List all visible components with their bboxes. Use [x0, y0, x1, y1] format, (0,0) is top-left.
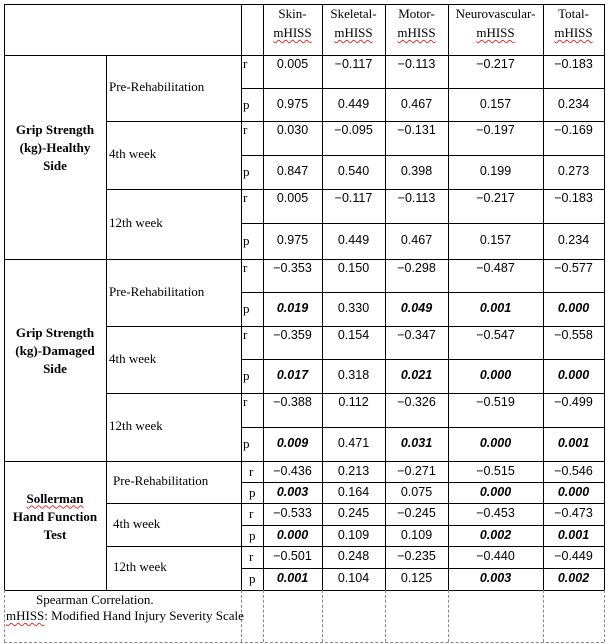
p-value: 0.234: [557, 96, 590, 111]
row-label: 4th week: [109, 350, 157, 366]
table-right-border: [604, 4, 605, 590]
label-column-border: [106, 55, 107, 590]
p-value-significant: 0.002: [479, 527, 512, 542]
r-p-divider: [241, 359, 604, 360]
column-header-4-line-1: Neurovascular-: [455, 6, 536, 21]
stat-label-p: p: [243, 436, 250, 451]
r-value: 0.005: [276, 57, 309, 71]
row-label: 12th week: [109, 418, 163, 433]
r-p-divider: [241, 482, 604, 483]
p-value-significant: 0.031: [400, 436, 433, 450]
r-value: −0.453: [476, 506, 515, 520]
stat-label-r: r: [243, 122, 248, 137]
row-label: 12th week: [109, 215, 163, 230]
r-value: −0.131: [397, 123, 436, 137]
p-value: 0.199: [479, 164, 512, 178]
p-value-significant: 0.001: [557, 527, 590, 542]
r-value: −0.095: [334, 123, 373, 137]
footnote-column-guide: [543, 590, 544, 642]
r-value: −0.113: [397, 57, 436, 71]
p-value-significant: 0.049: [400, 301, 433, 315]
r-value: 0.245: [337, 506, 370, 520]
column-header-5-line-2: mHISS: [554, 25, 593, 40]
stat-label-r: r: [249, 549, 254, 564]
p-value: 0.273: [557, 164, 590, 178]
p-value: 0.975: [276, 233, 309, 247]
r-value: −0.558: [554, 328, 593, 342]
column-header-5-line-1: Total-: [558, 6, 589, 21]
r-value: −0.117: [334, 191, 373, 205]
r-value: −0.217: [476, 57, 515, 71]
column-header-1-line-1: Skin-: [278, 6, 307, 21]
group-border-2: [4, 461, 604, 462]
row-border: [106, 326, 604, 327]
r-p-divider: [241, 88, 604, 89]
r-value: −0.546: [554, 463, 593, 478]
stat-label-p: p: [249, 484, 256, 500]
r-value: −0.271: [397, 463, 436, 478]
r-value: −0.169: [554, 123, 593, 137]
p-value-significant: 0.001: [479, 301, 512, 315]
r-value: −0.440: [476, 549, 515, 563]
footnote: [6, 592, 256, 624]
r-value: −0.183: [554, 191, 593, 205]
p-value: 0.398: [400, 164, 433, 178]
p-value: 0.075: [400, 484, 433, 499]
r-p-divider: [241, 155, 604, 156]
p-value-significant: 0.009: [276, 436, 309, 450]
p-value: 0.109: [400, 527, 433, 542]
group-title-2-line-3: Side: [43, 361, 67, 376]
stat-label-p: p: [243, 233, 250, 248]
r-value: −0.326: [397, 395, 436, 409]
p-value-significant: 0.003: [479, 571, 512, 585]
p-value-significant: 0.002: [557, 571, 590, 585]
stat-label-p: p: [249, 571, 256, 586]
p-value: 0.234: [557, 233, 590, 247]
r-value: −0.113: [397, 191, 436, 205]
row-label: 12th week: [113, 559, 167, 574]
p-value-significant: 0.000: [276, 527, 309, 542]
footnote-column-guide: [4, 590, 5, 642]
p-value: 0.157: [479, 233, 512, 247]
stat-label-r: r: [243, 394, 248, 409]
r-p-divider: [241, 292, 604, 293]
row-label: Pre-Rehabilitation: [113, 473, 209, 488]
r-value: 0.005: [276, 191, 309, 205]
r-value: −0.183: [554, 57, 593, 71]
footnote-definition: : Modified Hand Injury Severity Scale: [44, 608, 244, 623]
r-value: 0.213: [337, 463, 370, 478]
p-value-significant: 0.000: [479, 436, 512, 450]
footnote-column-guide: [263, 590, 264, 642]
row-label: 4th week: [113, 515, 161, 531]
stat-label-r: r: [249, 463, 254, 479]
group-border-1: [4, 259, 604, 260]
stat-label-p: p: [243, 301, 250, 316]
footnote-column-guide: [448, 590, 449, 642]
r-value: −0.547: [476, 328, 515, 342]
p-value: 0.318: [337, 368, 370, 382]
r-value: −0.235: [397, 549, 436, 563]
row-border: [106, 121, 604, 122]
r-value: −0.501: [273, 549, 312, 563]
group-title-2-line-1: Grip Strength: [15, 325, 95, 340]
r-value: −0.515: [476, 463, 515, 478]
column-header-1-line-2: mHISS: [273, 25, 312, 40]
column-header-2-line-2: mHISS: [334, 25, 373, 40]
p-value-significant: 0.021: [400, 368, 433, 382]
p-value: 0.471: [337, 436, 370, 450]
r-value: 0.154: [337, 328, 370, 342]
row-border: [106, 189, 604, 190]
group-title-3-line-2: Hand Function: [12, 508, 98, 524]
r-value: 0.150: [337, 261, 370, 275]
row-label: 4th week: [109, 146, 157, 161]
table-top-border: [4, 4, 604, 5]
r-value: −0.347: [397, 328, 436, 342]
footnote-column-guide: [604, 590, 605, 642]
p-value-significant: 0.000: [557, 368, 590, 382]
r-value: −0.487: [476, 261, 515, 275]
p-value: 0.467: [400, 96, 433, 111]
group-title-3-line-1: Sollerman: [26, 490, 84, 506]
row-border: [106, 393, 604, 394]
footnote-column-guide: [322, 590, 323, 642]
group-border-3: [4, 590, 604, 591]
stat-label-r: r: [243, 327, 248, 342]
p-value-significant: 0.000: [557, 484, 590, 499]
p-value-significant: 0.017: [276, 368, 309, 382]
r-p-divider: [241, 568, 604, 569]
footnote-abbr: mHISS: [6, 608, 45, 623]
footnote-line-2: [6, 608, 256, 624]
stat-label-p: p: [243, 96, 250, 112]
p-value: 0.164: [337, 484, 370, 499]
r-value: −0.473: [554, 506, 593, 520]
r-value: −0.449: [554, 549, 593, 563]
r-value: −0.245: [397, 506, 436, 520]
p-value-significant: 0.001: [557, 436, 590, 450]
r-value: −0.353: [273, 261, 312, 275]
r-value: 0.112: [338, 395, 369, 409]
r-value: −0.359: [273, 328, 312, 342]
p-value: 0.104: [337, 571, 370, 585]
p-value-significant: 0.001: [276, 571, 309, 585]
r-value: −0.298: [397, 261, 436, 275]
header-bottom-border: [4, 55, 604, 56]
group-title-3-line-3: Test: [43, 526, 67, 542]
column-header-4-line-2: mHISS: [476, 25, 515, 40]
p-value: 0.975: [276, 96, 309, 111]
stat-label-p: p: [243, 164, 250, 179]
stat-label-r: r: [249, 506, 254, 521]
footnote-line-1: Spearman Correlation.: [36, 592, 154, 607]
column-header-3-line-1: Motor-: [398, 6, 435, 21]
p-value-significant: 0.019: [276, 301, 309, 315]
r-p-divider: [241, 427, 604, 428]
r-value: −0.436: [273, 463, 312, 478]
r-value: −0.577: [554, 261, 593, 275]
group-title-1-line-2: (kg)-Healthy: [19, 140, 91, 155]
p-value: 0.540: [337, 164, 370, 178]
footnote-bottom-border: [4, 642, 604, 643]
stat-label-r: r: [243, 56, 248, 71]
stat-label-r: r: [243, 190, 248, 205]
row-label: Pre-Rehabilitation: [109, 79, 205, 94]
r-value: 0.030: [276, 123, 309, 137]
r-p-divider: [241, 223, 604, 224]
r-value: −0.499: [554, 395, 593, 409]
p-value: 0.449: [337, 96, 370, 111]
p-value-significant: 0.000: [479, 368, 512, 382]
r-p-divider: [241, 525, 604, 526]
row-label: Pre-Rehabilitation: [109, 283, 205, 299]
p-value: 0.330: [337, 301, 370, 315]
r-value: 0.248: [337, 549, 370, 563]
r-value: −0.388: [273, 395, 312, 409]
p-value: 0.449: [337, 233, 370, 247]
row-border: [106, 503, 604, 504]
p-value: 0.109: [337, 527, 370, 542]
p-value-significant: 0.003: [276, 484, 309, 499]
p-value: 0.467: [400, 233, 433, 247]
column-header-2-line-1: Skeletal-: [330, 6, 377, 21]
footnote-column-guide: [385, 590, 386, 642]
stat-label-r: r: [243, 260, 248, 275]
r-value: −0.533: [273, 506, 312, 520]
r-value: −0.117: [334, 57, 373, 71]
p-value: 0.125: [400, 571, 433, 585]
p-value: 0.157: [479, 96, 512, 111]
group-title-2-line-2: (kg)-Damaged: [15, 343, 95, 358]
row-border: [106, 546, 604, 547]
stat-label-p: p: [249, 527, 256, 543]
group-title-1-line-3: Side: [43, 158, 67, 173]
r-value: −0.217: [476, 191, 515, 205]
p-value-significant: 0.000: [479, 484, 512, 499]
p-value: 0.847: [276, 164, 309, 178]
stat-label-p: p: [243, 368, 250, 383]
r-value: −0.197: [476, 123, 515, 137]
r-value: −0.519: [476, 395, 515, 409]
column-header-3-line-2: mHISS: [397, 25, 436, 40]
p-value-significant: 0.000: [557, 301, 590, 315]
group-title-1-line-1: Grip Strength: [15, 122, 95, 137]
